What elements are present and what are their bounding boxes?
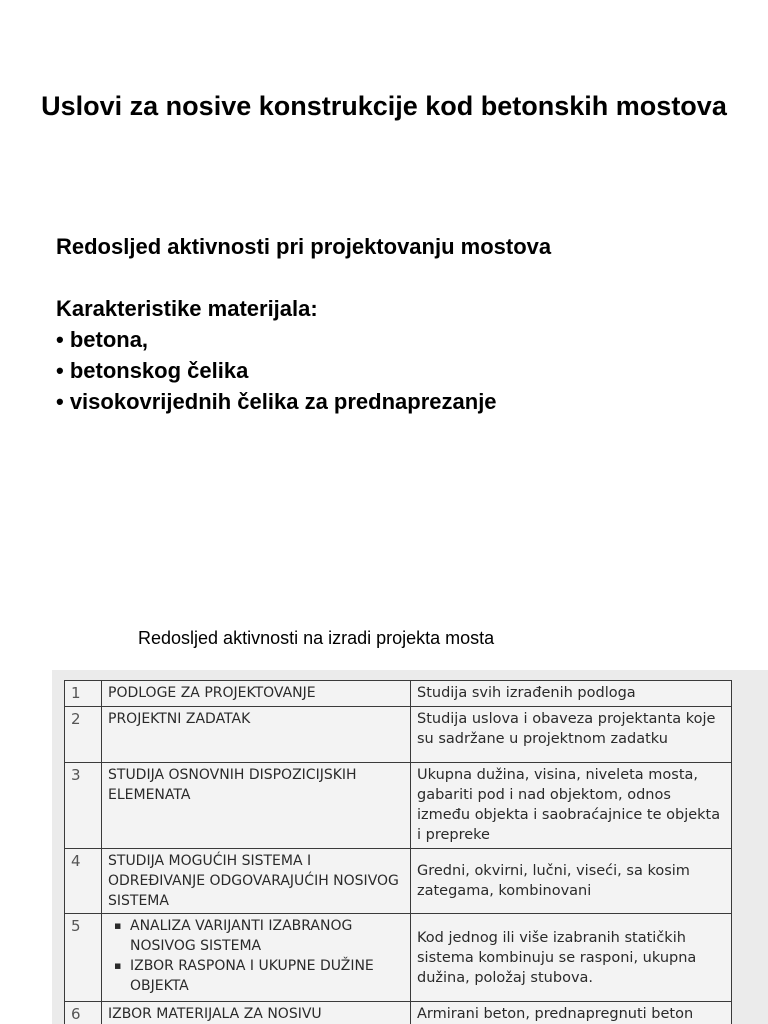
page-title: Uslovi za nosive konstrukcije kod betonskih mostova [41, 91, 727, 121]
row-activity-item: ▪ IZBOR RASPONA I UKUPNE DUŽINE OBJEKTA [130, 956, 404, 996]
row-description: Ukupna dužina, visina, niveleta mosta, gabariti pod i nad objektom, odnos između objekta i saobraćajnice te objekta i prepreke [411, 763, 732, 849]
table-row [65, 681, 732, 707]
row-number: 4 [65, 849, 102, 914]
row-description: Armirani beton, prednapregnuti beton [411, 1002, 732, 1024]
table-row [65, 763, 732, 849]
row-activity: IZBOR MATERIJALA ZA NOSIVU [102, 1002, 411, 1024]
materials-list-item: • betonskog čelika [56, 358, 249, 383]
row-activity: STUDIJA OSNOVNIH DISPOZICIJSKIH ELEMENATA [102, 763, 411, 849]
activities-table [64, 680, 732, 1024]
row-description: Kod jednog ili više izabranih statičkih sistema kombinuju se rasponi, ukupna dužina, položaj stubova. [411, 914, 732, 1002]
row-activity-item: ▪ ANALIZA VARIJANTI IZABRANOG NOSIVOG SISTEMA [130, 916, 404, 956]
table-row [65, 1002, 732, 1024]
table-row [65, 914, 732, 1002]
materials-list [56, 324, 497, 417]
section-heading-materials: Karakteristike materijala: [56, 296, 318, 321]
row-description: Studija svih izrađenih podloga [411, 681, 732, 707]
row-activity [102, 914, 411, 1002]
table-caption: Redosljed aktivnosti na izradi projekta mosta [138, 628, 495, 648]
row-description: Gredni, okvirni, lučni, viseći, sa kosim zategama, kombinovani [411, 849, 732, 914]
materials-list-item: • betona, [56, 327, 149, 352]
row-number: 1 [65, 681, 102, 707]
table-row [65, 707, 732, 763]
scanned-table-image [52, 670, 768, 1024]
table-row [65, 849, 732, 914]
row-number: 5 [65, 914, 102, 1002]
row-number: 6 [65, 1002, 102, 1024]
row-activity: PROJEKTNI ZADATAK [102, 707, 411, 763]
section-heading-activities: Redosljed aktivnosti pri projektovanju mostova [56, 234, 552, 259]
row-activity: STUDIJA MOGUĆIH SISTEMA I ODREĐIVANJE ODGOVARAJUĆIH NOSIVOG SISTEMA [102, 849, 411, 914]
row-activity-list [108, 916, 404, 996]
row-number: 3 [65, 763, 102, 849]
materials-list-item: • visokovrijednih čelika za prednaprezanje [56, 389, 497, 414]
row-description: Studija uslova i obaveza projektanta koje su sadržane u projektnom zadatku [411, 707, 732, 763]
row-activity: PODLOGE ZA PROJEKTOVANJE [102, 681, 411, 707]
row-number: 2 [65, 707, 102, 763]
